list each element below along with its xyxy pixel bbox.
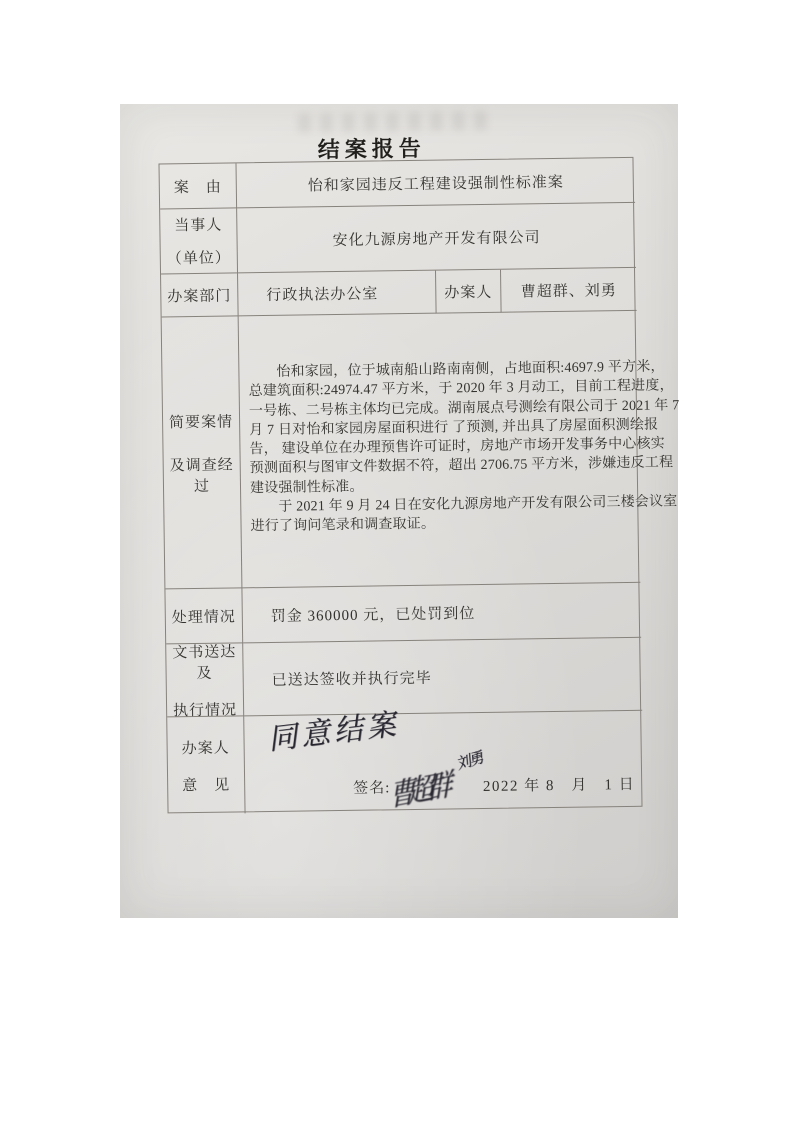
label-handler: 办案人 (436, 270, 502, 314)
signature-scribble-2: 刘勇 (456, 747, 484, 774)
value-handler: 曹超群、刘勇 (501, 268, 637, 313)
value-case-summary (239, 311, 680, 589)
value-handling: 罚金 360000 元，已处罚到位 (242, 583, 641, 644)
label-party-line1: 当事人 (174, 217, 223, 235)
handwritten-approval-note: 同意结案 (268, 705, 404, 757)
summary-line: 告， 建设单位在办理预售许可证时，房地产市场开发事务中心核实 (249, 436, 666, 458)
label-case-summary-line2: 及调查经过 (169, 457, 234, 496)
summary-line: 总建筑面积:24974.47 平方米，于 2020 年 3 月动工，目前工程进度， (248, 378, 674, 400)
value-department: 行政执法办公室 (238, 271, 437, 317)
label-case-cause-text: 案 由 (173, 179, 222, 196)
label-delivery (166, 643, 244, 717)
value-case-cause: 怡和家园违反工程建设强制性标准案 (236, 158, 635, 209)
label-case-summary-line1: 简要案情 (168, 414, 234, 432)
label-case-cause (160, 163, 238, 209)
label-handling (165, 588, 243, 644)
label-delivery-line2: 执行情况 (173, 701, 238, 719)
label-opinion (167, 716, 245, 814)
summary-line: 月 7 日对怡和家园房屋面积进行 了预测, 并出具了房屋面积测绘报 (249, 417, 659, 439)
summary-line: 一号栋、二号栋主体均已完成。湖南展点号测绘有限公司于 2021 年 7 (248, 397, 680, 419)
paper-content (116, 100, 685, 922)
signature-date: 2022 年 8 月 1 日 (482, 776, 636, 796)
label-party-line2: （单位） (166, 250, 231, 268)
summary-line: 怡和家园，位于城南船山路南南侧，占地面积:4697.9 平方米， (276, 359, 665, 380)
label-department (161, 273, 239, 317)
label-party (160, 208, 238, 274)
label-opinion-line1: 办案人 (181, 740, 230, 757)
label-opinion-line2: 意 见 (182, 777, 231, 794)
summary-line: 进行了询问笔录和调查取证。 (250, 517, 436, 535)
summary-line: 建设强制性标准。 (249, 479, 364, 497)
signature-scribble-1: 曹超群 (388, 768, 451, 815)
label-department-text: 办案部门 (167, 287, 232, 305)
value-opinion (244, 705, 643, 815)
report-table (158, 157, 680, 815)
summary-line: 预测面积与图审文件数据不符，超出 2706.75 平方米，涉嫌违反工程 (249, 455, 674, 477)
value-delivery: 已送达签收并执行完毕 (243, 638, 642, 717)
label-handling-text: 处理情况 (171, 608, 236, 626)
signature-label: 签名: (353, 780, 391, 797)
label-case-summary (162, 316, 243, 589)
label-delivery-line1: 文书送达及 (172, 643, 237, 682)
scanned-document-photo (120, 104, 678, 918)
page-title: 结案报告 (317, 135, 426, 163)
summary-line: 于 2021 年 9 月 24 日在安化九源房地产开发有限公司三楼会议室 (278, 494, 678, 515)
bleedthrough-ghost (298, 111, 493, 133)
value-party: 安化九源房地产开发有限公司 (237, 203, 636, 274)
